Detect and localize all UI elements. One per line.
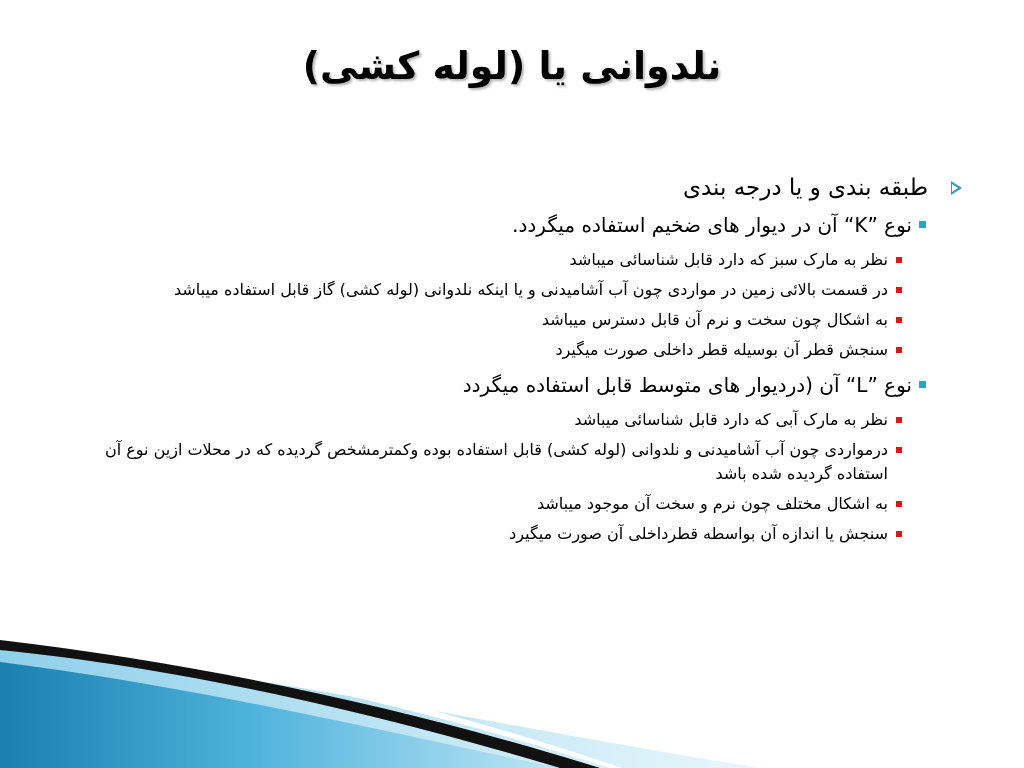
small-square-bullet-icon [896,531,902,537]
small-square-bullet-icon [896,257,902,263]
hollow-arrow-icon [951,181,962,195]
list-item-text: سنجش یا اندازه آن بواسطه قطرداخلی آن صورت میگیرد [509,524,888,543]
list-item-text: نظر به مارک آبی که دارد قابل شناسائی میباشد [574,410,888,429]
list-item [66,438,946,486]
list-item [66,408,946,432]
section-k [66,208,946,242]
list-item-text: نظر به مارک سبز که دارد قابل شناسائی میباشد [569,250,888,269]
slide-title: نلدوانی یا (لوله کشی) [302,44,722,88]
list-item [66,338,946,362]
list-item [66,278,946,302]
list-item-text: سنجش قطر آن بوسیله قطر داخلی صورت میگیرد [555,340,888,359]
list-item [66,308,946,332]
section-l-label: نوع ”L“ آن (دردیوار های متوسط قابل استفاده میگردد [462,373,912,397]
section-l [66,368,946,402]
small-square-bullet-icon [896,347,902,353]
small-square-bullet-icon [896,317,902,323]
decorative-wave [0,600,1024,768]
square-bullet-icon [919,381,926,388]
list-item-text: درمواردی چون آب آشامیدنی و نلدوانی (لوله کشی) قابل استفاده بوده وکمترمشخص گردیده که در محلات ازین نوع آن استفاده گردیده شده باشد [104,440,888,483]
list-item-text: به اشکال مختلف چون نرم و سخت آن موجود میباشد [536,494,888,513]
content-body [66,168,946,552]
small-square-bullet-icon [896,501,902,507]
section-k-label: نوع ”K“ آن در دیوار های ضخیم استفاده میگردد. [512,213,912,237]
bullet-heading-text: طبقه بندی و یا درجه بندی [682,175,928,201]
list-item-text: در قسمت بالائی زمین در مواردی چون آب آشامیدنی و یا اینکه نلدوانی (لوله کشی) گاز قابل استفاده میباشد [173,280,888,299]
square-bullet-icon [919,221,926,228]
list-item-text: به اشکال چون سخت و نرم آن قابل دسترس میباشد [541,310,888,329]
small-square-bullet-icon [896,287,902,293]
list-item [66,492,946,516]
list-item [66,522,946,546]
bullet-heading [66,168,946,208]
small-square-bullet-icon [896,417,902,423]
small-square-bullet-icon [896,447,902,453]
list-item [66,248,946,272]
